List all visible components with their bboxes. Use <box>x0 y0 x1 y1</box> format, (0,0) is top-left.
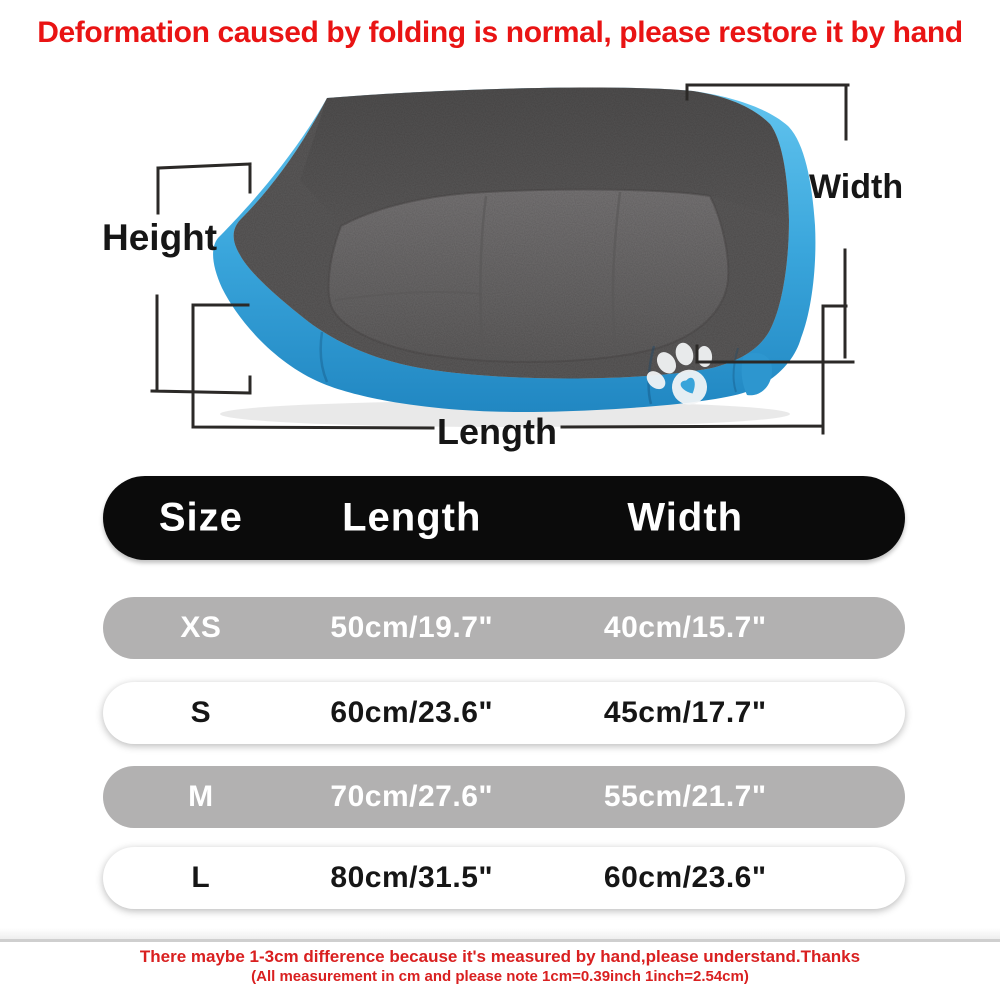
table-row <box>103 766 905 828</box>
table-row <box>103 682 905 744</box>
size-table <box>103 476 905 911</box>
cell-length: 60cm/23.6" <box>330 696 494 729</box>
footnote-line2: (All measurement in cm and please note 1cm=0.39inch 1inch=2.54cm) <box>251 968 749 985</box>
table-row <box>103 597 905 659</box>
cell-size: XS <box>180 611 222 644</box>
bed-tab <box>742 353 772 395</box>
cell-width: 55cm/21.7" <box>603 780 767 813</box>
divider-shadow <box>0 928 1000 938</box>
cell-length: 70cm/27.6" <box>330 780 494 813</box>
divider <box>0 938 1000 942</box>
label-width: Width <box>809 168 904 206</box>
footnote <box>0 946 1000 986</box>
size-table-header <box>103 476 905 560</box>
cell-length: 80cm/31.5" <box>330 861 494 894</box>
bed-illustration <box>0 0 1000 470</box>
cell-width: 60cm/23.6" <box>603 861 767 894</box>
header-cell-size: Size <box>158 495 243 540</box>
cell-length: 50cm/19.7" <box>330 611 494 644</box>
bed-center-pad <box>329 190 729 362</box>
header-cell-width: Width <box>627 495 744 540</box>
footnote-line1: There maybe 1-3cm difference because it's measured by hand,please understand.Thanks <box>139 947 861 966</box>
cell-width: 45cm/17.7" <box>603 696 767 729</box>
table-row <box>103 847 905 909</box>
cell-size: M <box>188 780 214 813</box>
cell-size: L <box>191 861 211 894</box>
header-cell-length: Length <box>342 495 482 540</box>
page-title: Deformation caused by folding is normal, please restore it by hand <box>37 16 963 49</box>
label-length: Length <box>437 411 557 452</box>
label-height: Height <box>102 217 218 258</box>
cell-width: 40cm/15.7" <box>603 611 767 644</box>
cell-size: S <box>190 696 212 729</box>
bed-photo <box>213 87 815 419</box>
